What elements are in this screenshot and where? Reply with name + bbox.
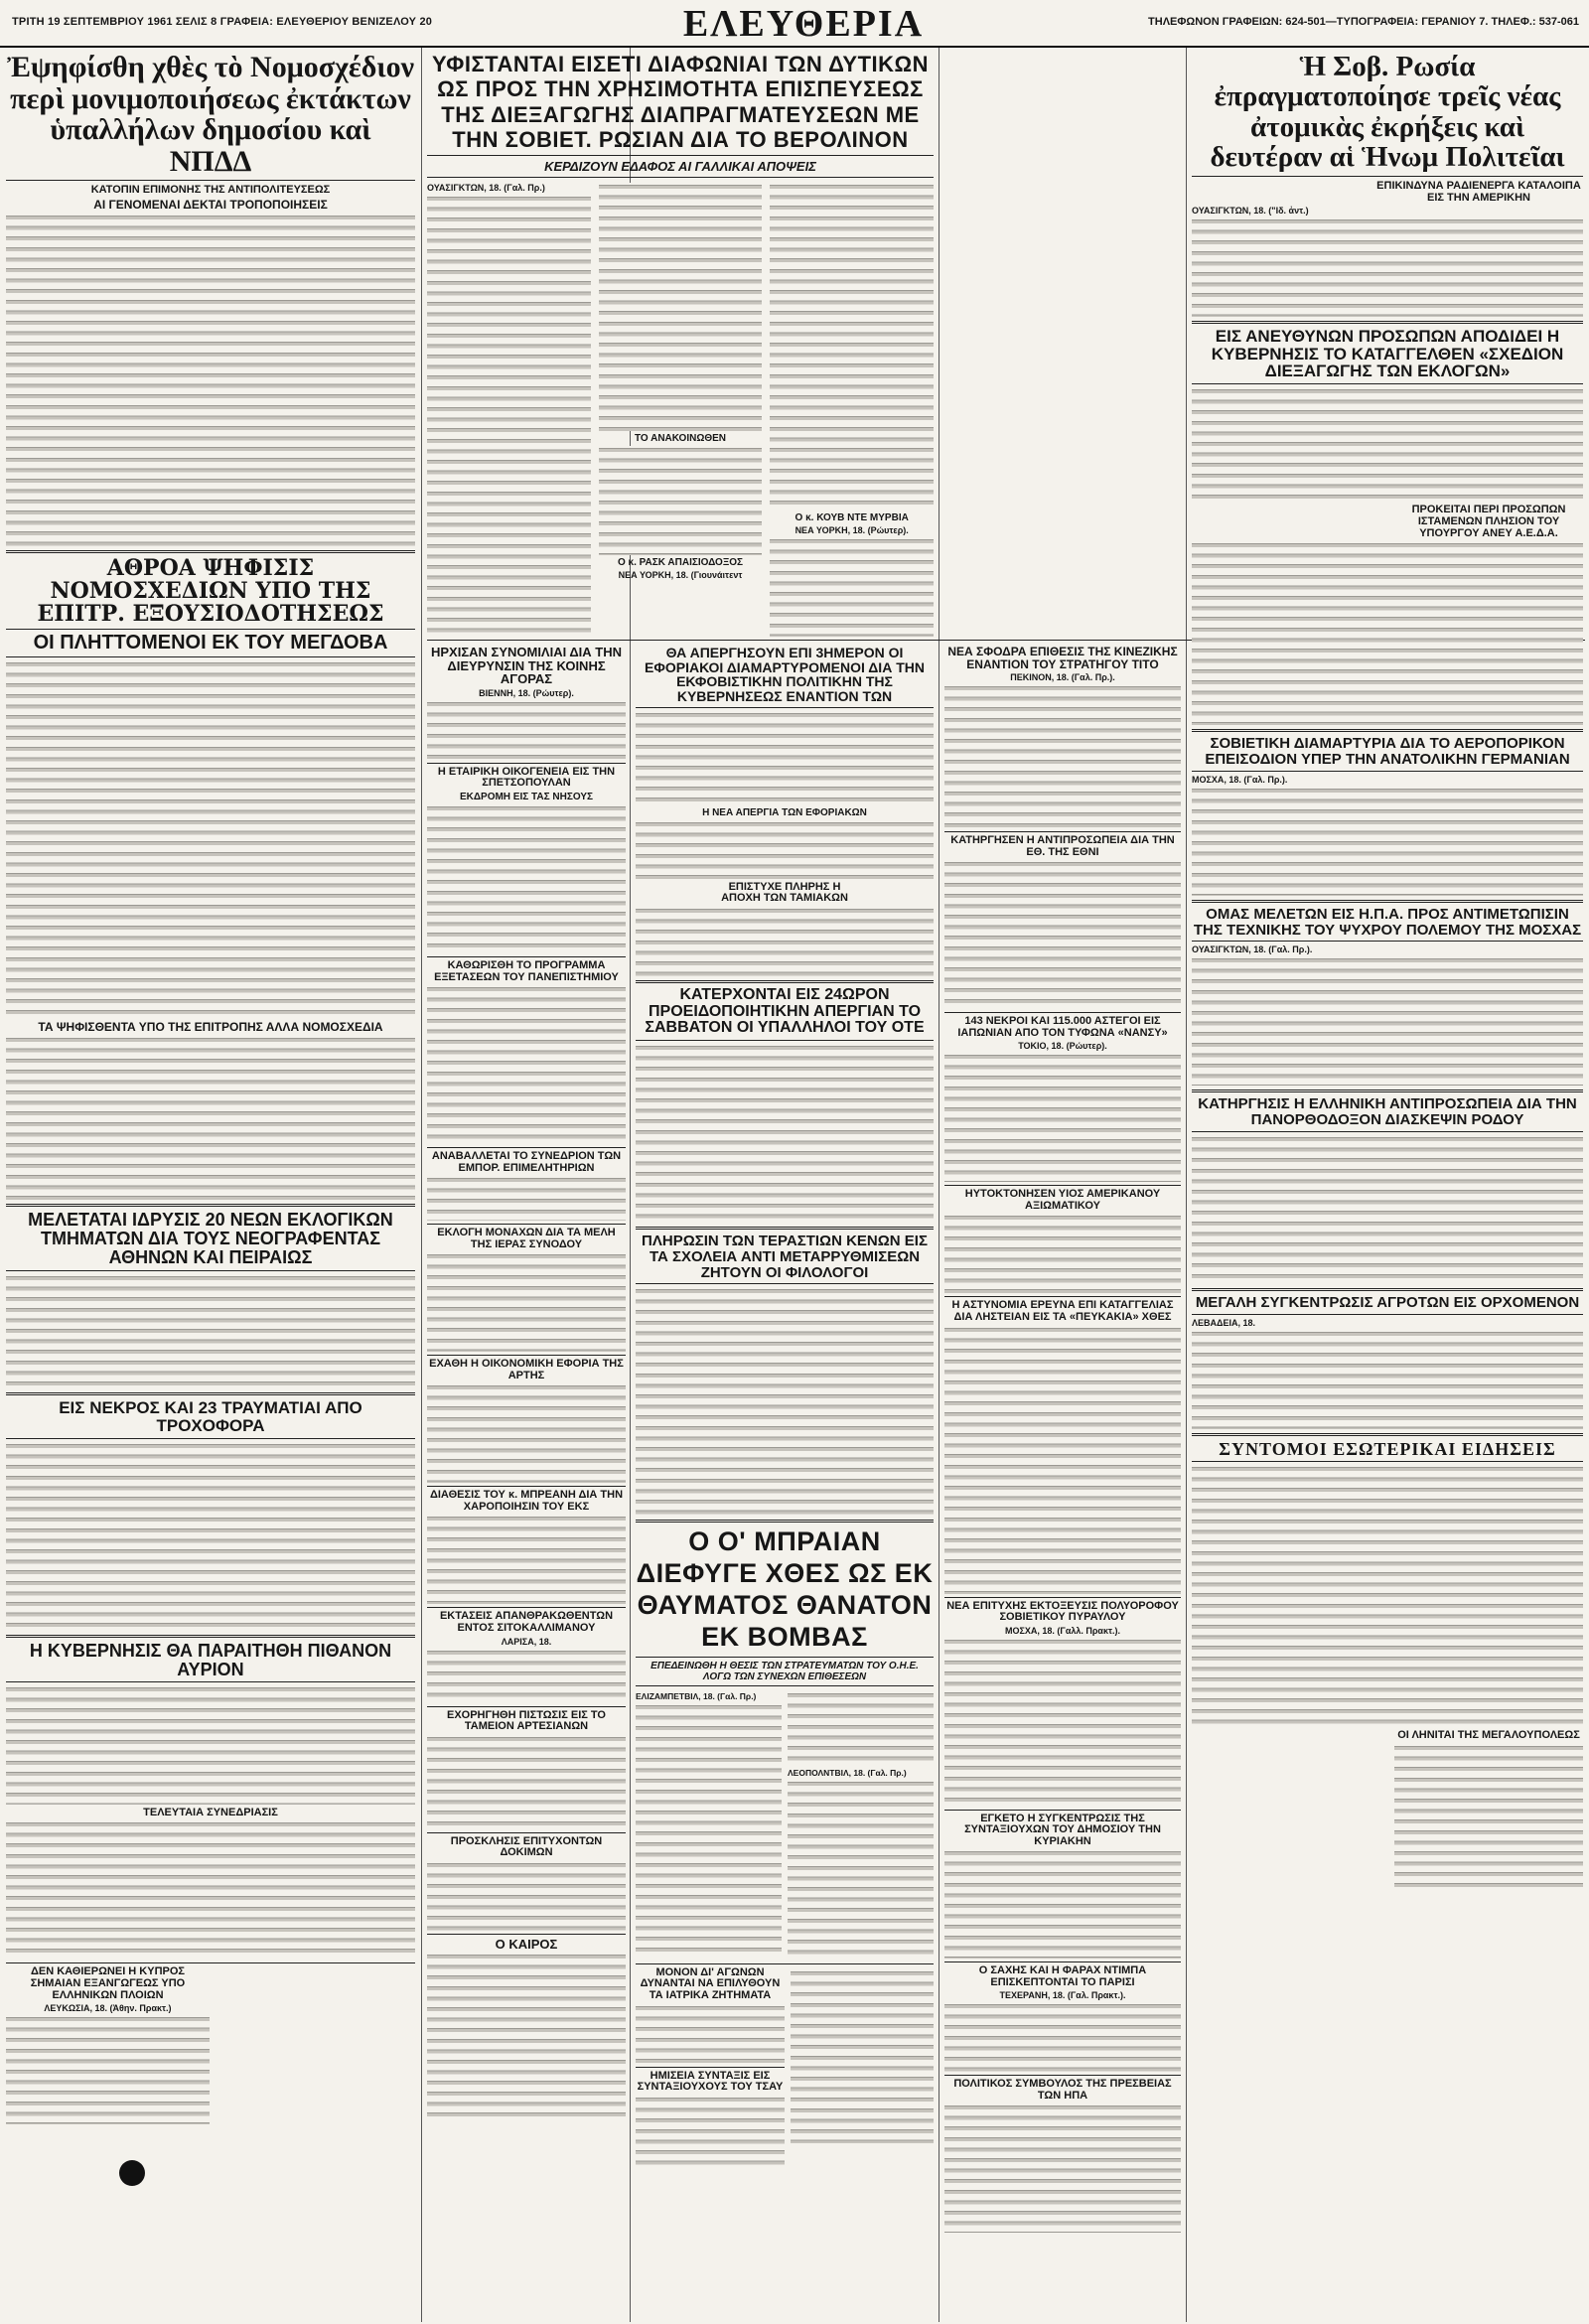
left-column	[6, 52, 415, 2321]
headline-government-resign: Η ΚΥΒΕΡΝΗΣΙΣ ΘΑ ΠΑΡΑΙΤΗΘΗ ΠΙΘΑΝΟΝ ΑΥΡΙΟΝ	[29, 1640, 392, 1679]
article-text	[427, 985, 626, 1144]
column-rule	[1186, 48, 1187, 2322]
dateline-levadeia: ΛΕΒΑΔΕΙΑ, 18.	[1192, 1317, 1255, 1328]
subhead-communique: ΤΟ ΑΝΑΚΟΙΝΩΘΕΝ	[635, 433, 727, 445]
headline-farmers-rally: ΜΕΓΑΛΗ ΣΥΓΚΕΝΤΡΩΣΙΣ ΑΓΡΟΤΩΝ ΕΙΣ ΟΡΧΟΜΕΝΟΝ	[1195, 1293, 1580, 1311]
article-text	[944, 1214, 1181, 1293]
headline-obrien-bomb: Ο Ο' ΜΠΡΑΙΑΝ ΔΙΕΦΥΓΕ ΧΘΕΣ ΩΣ ΕΚ ΘΑΥΜΑΤΟΣ ΘΑΝΑΤΟΝ ΕΚ ΒΟΜΒΑΣ	[636, 1526, 934, 1653]
headline-chambers-congress: ΑΝΑΒΑΛΛΕΤΑΙ ΤΟ ΣΥΝΕΔΡΙΟΝ ΤΩΝ ΕΜΠΟΡ. ΕΠΙΜΕΛΗΤΗΡΙΩΝ	[431, 1150, 622, 1174]
article-text	[427, 1649, 626, 1703]
dateline-new-york-2: ΝΕΑ ΥΟΡΚΗ, 18. (Ρώυτερ).	[794, 525, 909, 536]
headline-delegation: ΚΑΤΗΡΓΗΣΕΝ Η ΑΝΤΙΠΡΟΣΩΠΕΙΑ ΔΙΑ ΤΗΝ ΕΘ. ΤΗΣ ΕΘΝΙ	[950, 834, 1175, 858]
headline-electoral-sections: ΜΕΛΕΤΑΤΑΙ ΙΔΡΥΣΙΣ 20 ΝΕΩΝ ΕΚΛΟΓΙΚΩΝ ΤΜΗΜΑΤΩΝ ΔΙΑ ΤΟΥΣ ΝΕΟΓΡΑΦΕΝΤΑΣ ΑΘΗΝΩΝ ΚΑΙ ΠΕΙΡΑΙΩΣ	[28, 1210, 393, 1268]
article-text	[1192, 956, 1583, 1086]
article-text	[944, 684, 1181, 828]
article-text	[770, 183, 934, 510]
article-text	[636, 907, 934, 976]
kicker-french-views: ΚΕΡΔΙΖΟΥΝ ΕΔΑΦΟΣ ΑΙ ΓΑΛΛΙΚΑΙ ΑΠΟΨΕΙΣ	[544, 159, 816, 175]
kicker-other-bills: ΤΑ ΨΗΦΙΣΘΕΝΤΑ ΥΠΟ ΤΗΣ ΕΠΙΤΡΟΠΗΣ ΑΛΛΑ ΝΟΜΟΣΧΕΔΙΑ	[38, 1020, 383, 1035]
headline-megalopolis-miners: ΟΙ ΛΗΝΙΤΑΙ ΤΗΣ ΜΕΓΑΛΟΥΠΟΛΕΩΣ	[1397, 1729, 1580, 1742]
article-text	[944, 1053, 1181, 1182]
article-text	[6, 2015, 210, 2124]
article-text	[6, 1036, 415, 1200]
headline-soviet-rocket: ΝΕΑ ΕΠΙΤΥΧΗΣ ΕΚΤΟΞΕΥΣΙΣ ΠΟΛΥΟΡΟΦΟΥ ΣΟΒΙΕΤΙΚΟΥ ΠΥΡΑΥΛΟΥ	[946, 1599, 1179, 1624]
article-text	[1192, 1135, 1583, 1284]
headline-election-plan: ΕΙΣ ΑΝΕΥΘΥΝΩΝ ΠΡΟΣΩΠΩΝ ΑΠΟΔΙΔΕΙ Η ΚΥΒΕΡΝΗΣΙΣ ΤΟ ΚΑΤΑΓΓΕΛΘΕΝ «ΣΧΕΔΙΟΝ ΔΙΕΞΑΓΩΓΗΣ ΤΩΝ ΕΚΛΟΓΩΝ»	[1211, 326, 1564, 381]
right-column	[1192, 52, 1583, 2321]
kicker-last-session: ΤΕΛΕΥΤΑΙΑ ΣΥΝΕΔΡΙΑΣΙΣ	[143, 1807, 278, 1819]
subhead-couve-de-murville: Ο κ. ΚΟΥΒ ΝΤΕ ΜΥΡΒΙΑ	[794, 512, 909, 524]
headline-pensioners-rally: ΕΓΚΕΤΟ Η ΣΥΓΚΕΝΤΡΩΣΙΣ ΤΗΣ ΣΥΝΤΑΞΙΟΥΧΩΝ ΤΟΥ ΔΗΜΟΣΙΟΥ ΤΗΝ ΚΥΡΙΑΚΗΝ	[964, 1812, 1161, 1847]
headline-bills-vote: ΑΘΡΟΑ ΨΗΦΙΣΙΣ ΝΟΜΟΣΧΕΔΙΩΝ ΥΠΟ ΤΗΣ ΕΠΙΤΡ. ΕΞΟΥΣΙΟΔΟΤΗΣΕΩΣ	[37, 555, 384, 628]
kicker-radioactive: ΕΠΙΚΙΝΔΥΝΑ ΡΑΔΙΕΝΕΡΓΑ ΚΑΤΑΛΟΙΠΑ ΕΙΣ ΤΗΝ ΑΜΕΡΙΚΗΝ	[1376, 179, 1581, 204]
headline-tax-officers-strike: ΘΑ ΑΠΕΡΓΗΣΟΥΝ ΕΠΙ 3ΗΜΕΡΟΝ ΟΙ ΕΦΟΡΙΑΚΟΙ ΔΙΑΜΑΡΤΥΡΟΜΕΝΟΙ ΔΙΑ ΤΗΝ ΕΚΦΟΒΙΣΤΙΚΗΝ ΠΟΛΙΤΙΚΗΝ ΤΗΣ ΚΥΒΕΡΝΗΣΕΩΣ ΕΝΑΝΤΙΟΝ ΤΩΝ	[645, 646, 925, 705]
article-text	[427, 1861, 626, 1931]
headline-peukakia-robbery: Η ΑΣΤΥΝΟΜΙΑ ΕΡΕΥΝΑ ΕΠΙ ΚΑΤΑΓΓΕΛΙΑΣ ΔΙΑ ΛΗΣΤΕΙΑΝ ΕΙΣ ΤΑ «ΠΕΥΚΑΚΙΑ» ΧΘΕΣ	[951, 1299, 1174, 1324]
article-text	[636, 1287, 934, 1516]
headline-breanis: ΔΙΑΘΕΣΙΣ ΤΟΥ κ. ΜΠΡΕΑΝΗ ΔΙΑ ΤΗΝ ΧΑΡΟΠΟΙΗΣΙΝ ΤΟΥ ΕΚΣ	[429, 1489, 624, 1513]
article-text	[788, 1691, 934, 1766]
kicker-un-forces: ΕΠΕΔΕΙΝΩΘΗ Η ΘΕΣΙΣ ΤΩΝ ΣΤΡΑΤΕΥΜΑΤΩΝ ΤΟΥ Ο.Η.Ε. ΛΟΓΩ ΤΩΝ ΣΥΝΕΧΩΝ ΕΠΙΘΕΣΕΩΝ	[650, 1660, 919, 1682]
subhead-megdova: ΟΙ ΠΛΗΤΤΟΜΕΝΟΙ ΕΚ ΤΟΥ ΜΕΓΔΟΒΑ	[33, 632, 388, 654]
world-news-column	[944, 646, 1181, 2319]
article-text	[1192, 1465, 1583, 1728]
dateline-tehran: ΤΕΧΕΡΑΝΗ, 18. (Γαλ. Πρακτ.).	[999, 1990, 1126, 2001]
kicker-minister-persons: ΠΡΟΚΕΙΤΑΙ ΠΕΡΙ ΠΡΟΣΩΠΩΝ ΙΣΤΑΜΕΝΩΝ ΠΛΗΣΙΟΝ ΤΟΥ ΥΠΟΥΡΓΟΥ ΑΝΕΥ Α.Ε.Δ.Α.	[1411, 504, 1566, 540]
article-text	[427, 1953, 626, 2121]
headline-berlin-negotiations: ΥΦΙΣΤΑΝΤΑΙ ΕΙΣΕΤΙ ΔΙΑΦΩΝΙΑΙ ΤΩΝ ΔΥΤΙΚΩΝ ΩΣ ΠΡΟΣ ΤΗΝ ΧΡΗΣΙΜΟΤΗΤΑ ΕΠΙΣΠΕΥΣΕΩΣ ΤΗΣ ΔΙΕΞΑΓΩΓΗΣ ΔΙΑΠΡΑΓΜΑΤΕΥΣΕΩΝ ΜΕ ΤΗΝ ΣΟΒΙΕΤ. ΡΩΣΙΑΝ ΔΙΑ ΤΟ ΒΕΡΟΛΙΝΟΝ	[431, 52, 930, 152]
article-text	[427, 804, 626, 953]
article-text	[1192, 787, 1583, 896]
article-text	[6, 660, 415, 1018]
article-text	[944, 2002, 1181, 2072]
article-text	[636, 2096, 785, 2165]
article-text	[636, 1703, 782, 1957]
kicker-islands-trip: ΕΚΔΡΟΜΗ ΕΙΣ ΤΑΣ ΝΗΣΟΥΣ	[459, 792, 594, 803]
masthead-phone-line: ΤΗΛΕΦΩΝΟΝ ΓΡΑΦΕΙΩΝ: 624-501—ΤΥΠΟΓΡΑΦΕΙΑ: ΓΕΡΑΝΙΟΥ 7. ΤΗΛΕΦ.: 537-061	[1148, 16, 1579, 28]
newspaper-title: ΕΛΕΥΘΕΡΙΑ	[682, 3, 925, 45]
dateline-moscow-2: ΜΟΣΧΑ, 18. (Γαλ. Πρ.).	[1192, 774, 1288, 785]
headline-shah-paris: Ο ΣΑΧΗΣ ΚΑΙ Η ΦΑΡΑΧ ΝΤΙΜΠΑ ΕΠΙΣΚΕΠΤΟΝΤΑΙ ΤΟ ΠΑΡΙΣΙ	[978, 1964, 1147, 1988]
article-text	[427, 1176, 626, 1221]
dateline-washington-3: ΟΥΑΣΙΓΚΤΩΝ, 18. (Γαλ. Πρ.).	[1192, 944, 1313, 955]
dateline-peking: ΠΕΚΙΝΟΝ, 18. (Γαλ. Πρ.).	[1010, 672, 1115, 683]
kicker-amendments: ΑΙ ΓΕΝΟΜΕΝΑΙ ΔΕΚΤΑΙ ΤΡΟΠΟΠΟΙΗΣΕΙΣ	[93, 198, 328, 212]
article-text	[427, 1735, 626, 1829]
headline-cold-war-study: ΟΜΑΣ ΜΕΛΕΤΩΝ ΕΙΣ Η.Π.Α. ΠΡΟΣ ΑΝΤΙΜΕΤΩΠΙΣΙΝ ΤΗΣ ΤΕΧΝΙΚΗΣ ΤΟΥ ΨΥΧΡΟΥ ΠΟΛΕΜΟΥ ΤΗΣ ΜΟΣΧΑΣ	[1193, 905, 1582, 939]
article-text	[427, 700, 626, 760]
masthead-date-line: ΤΡΙΤΗ 19 ΣΕΠΤΕΜΒΡΙΟΥ 1961 ΣΕΛΙΣ 8 ΓΡΑΦΕΙΑ: ΕΛΕΥΘΕΡΙΟΥ ΒΕΝΙΖΕΛΟΥ 20	[12, 16, 433, 28]
dateline-larisa: ΛΑΡΙΣΑ, 18.	[501, 1636, 552, 1647]
headline-typhoon-nancy: 143 ΝΕΚΡΟΙ ΚΑΙ 115.000 ΑΣΤΕΓΟΙ ΕΙΣ ΙΑΠΩΝΙΑΝ ΑΠΟ ΤΟΝ ΤΥΦΩΝΑ «ΝΑΝΣΥ»	[957, 1015, 1168, 1039]
headline-common-market: ΗΡΧΙΣΑΝ ΣΥΝΟΜΙΛΙΑΙ ΔΙΑ ΤΗΝ ΔΙΕΥΡΥΝΣΙΝ ΤΗΣ ΚΟΙΝΗΣ ΑΓΟΡΑΣ	[430, 646, 623, 687]
kicker-new-strike: Η ΝΕΑ ΑΠΕΡΓΙΑ ΤΩΝ ΕΦΟΡΙΑΚΩΝ	[702, 806, 867, 818]
ink-blot	[119, 2160, 145, 2186]
headline-domestic-briefs: ΣΥΝΤΟΜΟΙ ΕΣΩΤΕΡΙΚΑΙ ΕΙΔΗΣΕΙΣ	[1219, 1438, 1556, 1459]
center-column	[636, 646, 934, 2319]
article-text	[944, 2104, 1181, 2233]
briefs-column	[427, 646, 626, 2319]
article-text	[944, 1849, 1181, 1959]
headline-rhodes-conference: ΚΑΤΗΡΓΗΣΙΣ Η ΕΛΛΗΝΙΚΗ ΑΝΤΙΠΡΟΣΩΠΕΙΑ ΔΙΑ ΤΗΝ ΠΑΝΟΡΘΟΔΟΞΟΝ ΔΙΑΣΚΕΨΙΝ ΡΟΔΟΥ	[1198, 1095, 1577, 1129]
berlin-article	[427, 52, 934, 638]
article-text	[1192, 541, 1583, 725]
article-text	[944, 860, 1181, 1009]
article-text	[788, 1780, 934, 1959]
headline-holy-synod: ΕΚΛΟΓΗ ΜΟΝΑΧΩΝ ΔΙΑ ΤΑ ΜΕΛΗ ΤΗΣ ΙΕΡΑΣ ΣΥΝΟΔΟΥ	[437, 1227, 616, 1250]
article-text	[1192, 218, 1583, 317]
article-text	[636, 1044, 934, 1223]
headline-philologists: ΠΛΗΡΩΣΙΝ ΤΩΝ ΤΕΡΑΣΤΙΩΝ ΚΕΝΩΝ ΕΙΣ ΤΑ ΣΧΟΛΕΙΑ ΑΝΤΙ ΜΕΤΑΡΡΥΘΜΙΣΕΩΝ ΖΗΤΟΥΝ ΟΙ ΦΙΛΟΛΟΓΟΙ	[642, 1233, 928, 1281]
headline-cyprus-flag: ΔΕΝ ΚΑΘΙΕΡΩΝΕΙ Η ΚΥΠΡΟΣ ΣΗΜΑΙΑΝ ΕΞΑΝΓΩΓΕΩΣ ΥΠΟ ΕΛΛΗΝΙΚΩΝ ΠΛΟΙΩΝ	[30, 1965, 186, 2001]
dateline-washington: ΟΥΑΣΙΓΚΤΩΝ, 18. (Γαλ. Πρ.)	[427, 183, 545, 194]
article-text	[1192, 387, 1583, 502]
headline-cadets-invitation: ΠΡΟΣΚΛΗΣΙΣ ΕΠΙΤΥΧΟΝΤΩΝ ΔΟΚΙΜΩΝ	[450, 1834, 603, 1859]
article-text	[599, 183, 763, 431]
dateline-leopoldville: ΛΕΟΠΟΛΝΤΒΙΛ, 18. (Γαλ. Πρ.)	[788, 1767, 907, 1778]
headline-half-pension: ΗΜΙΣΕΙΑ ΣΥΝΤΑΞΙΣ ΕΙΣ ΣΥΝΤΑΞΙΟΥΧΟΥΣ ΤΟΥ ΤΣΑΥ	[637, 2069, 784, 2094]
headline-officer-son: ΗΥΤΟΚΤΟΝΗΣΕΝ ΥΙΟΣ ΑΜΕΡΙΚΑΝΟΥ ΑΞΙΩΜΑΤΙΚΟΥ	[964, 1188, 1161, 1212]
headline-university-exams: ΚΑΘΩΡΙΣΘΗ ΤΟ ΠΡΟΓΡΑΜΜΑ ΕΞΕΤΑΣΕΩΝ ΤΟΥ ΠΑΝΕΠΙΣΤΗΜΙΟΥ	[434, 959, 619, 983]
article-text	[6, 214, 415, 546]
headline-arta-tax-office: ΕΧΑΘΗ Η ΟΙΚΟΝΟΜΙΚΗ ΕΦΟΡΙΑ ΤΗΣ ΑΡΤΗΣ	[429, 1358, 624, 1381]
dateline-new-york: ΝΕΑ ΥΟΡΚΗ, 18. (Γιουνάιτεντ	[618, 570, 743, 581]
article-text	[770, 537, 934, 637]
article-text	[1394, 1744, 1583, 1893]
dateline-nicosia: ΛΕΥΚΩΣΙΑ, 18. (Ἀθην. Πρακτ.)	[44, 2003, 172, 2014]
dateline-moscow: ΜΟΣΧΑ, 18. (Γαλλ. Πρακτ.).	[1005, 1625, 1120, 1636]
article-text	[944, 1326, 1181, 1594]
article-text	[6, 1685, 415, 1805]
headline-spetsopoula: Η ΕΤΑΙΡΙΚΗ ΟΙΚΟΓΕΝΕΙΑ ΕΙΣ ΤΗΝ ΣΠΕΤΣΟΠΟΥΛΑΝ	[437, 765, 616, 790]
headline-artesian-fund: ΕΧΟΡΗΓΗΘΗ ΠΙΣΤΩΣΙΣ ΕΙΣ ΤΟ ΤΑΜΕΙΟΝ ΑΡΤΕΣΙΑΝΩΝ	[446, 1708, 606, 1733]
headline-china-tito: ΝΕΑ ΣΦΟΔΡΑ ΕΠΙΘΕΣΙΣ ΤΗΣ ΚΙΝΕΖΙΚΗΣ ΕΝΑΝΤΙΟΝ ΤΟΥ ΣΤΡΑΤΗΓΟΥ ΤΙΤΟ	[947, 646, 1178, 671]
article-text	[636, 2004, 785, 2064]
article-text	[1192, 1330, 1583, 1429]
headline-medical-issues: ΜΟΝΟΝ ΔΙ' ΑΓΩΝΩΝ ΔΥΝΑΝΤΑΙ ΝΑ ΕΠΙΛΥΘΟΥΝ ΤΑ ΙΑΤΡΙΚΑ ΖΗΤΗΜΑΤΑ	[640, 1965, 781, 2002]
dateline-vienna: ΒΙΕΝΝΗ, 18. (Ρώυτερ).	[479, 687, 574, 698]
headline-air-incident: ΣΟΒΙΕΤΙΚΗ ΔΙΑΜΑΡΤΥΡΙΑ ΔΙΑ ΤΟ ΑΕΡΟΠΟΡΙΚΟΝ ΕΠΕΙΣΟΔΙΟΝ ΥΠΕΡ ΤΗΝ ΑΝΑΤΟΛΙΚΗΝ ΓΕΡΜΑΝΙΑΝ	[1205, 735, 1570, 769]
article-text	[427, 1383, 626, 1483]
headline-us-embassy: ΠΟΛΙΤΙΚΟΣ ΣΥΜΒΟΥΛΟΣ ΤΗΣ ΠΡΕΣΒΕΙΑΣ ΤΩΝ ΗΠΑ	[953, 2078, 1172, 2102]
headline-burned-areas: ΕΚΤΑΣΕΙΣ ΑΠΑΝΘΡΑΚΩΘΕΝΤΩΝ ΕΝΤΟΣ ΣΙΤΟΚΑΛΛΙΜΑΝΟΥ	[439, 1610, 614, 1635]
article-text	[944, 1638, 1181, 1807]
article-text	[427, 1252, 626, 1352]
headline-weather: Ο ΚΑΙΡΟΣ	[495, 1936, 558, 1952]
article-text	[6, 1274, 415, 1388]
dateline-washington-2: ΟΥΑΣΙΓΚΤΩΝ, 18. ("Ιδ. ἀντ.)	[1192, 205, 1309, 216]
headline-tenure-bill: Ἐψηφίσθη χθὲς τὸ Νομοσχέδιον περὶ μονιμοποιήσεως ἐκτάκτων ὑπαλλήλων δημοσίου καὶ ΝΠΔΔ	[6, 52, 414, 178]
dateline-elisabethville: ΕΛΙΖΑΜΠΕΤΒΙΛ, 18. (Γαλ. Πρ.)	[636, 1690, 757, 1701]
article-text	[636, 820, 934, 880]
headline-ote-strike: ΚΑΤΕΡΧΟΝΤΑΙ ΕΙΣ 24ΩΡΟΝ ΠΡΟΕΙΔΟΠΟΙΗΤΙΚΗΝ ΑΠΕΡΓΙΑΝ ΤΟ ΣΑΒΒΑΤΟΝ ΟΙ ΥΠΑΛΛΗΛΟΙ ΤΟΥ ΟΤΕ	[645, 985, 925, 1037]
article-text	[427, 195, 591, 638]
article-text	[6, 1820, 415, 1960]
column-rule	[421, 48, 422, 2322]
headline-traffic-accidents: ΕΙΣ ΝΕΚΡΟΣ ΚΑΙ 23 ΤΡΑΥΜΑΤΙΑΙ ΑΠΟ ΤΡΟΧΟΦΟΡΑ	[59, 1397, 362, 1435]
subhead-rusk: Ο κ. ΡΑΣΚ ΑΠΑΙΣΙΟΔΟΞΟΣ	[617, 557, 744, 569]
article-text	[599, 446, 763, 555]
dateline-tokyo: ΤΟΚΙΟ, 18. (Ρώυτερ).	[1018, 1041, 1107, 1052]
headline-cashiers: ΕΠΙΣΤΥΧΕ ΠΛΗΡΗΣ Η ΑΠΟΧΗ ΤΩΝ ΤΑΜΙΑΚΩΝ	[721, 880, 848, 905]
kicker-opposition: ΚΑΤΟΠΙΝ ΕΠΙΜΟΝΗΣ ΤΗΣ ΑΝΤΙΠΟΛΙΤΕΥΣΕΩΣ	[90, 184, 331, 196]
article-text	[791, 1969, 934, 2143]
headline-soviet-explosions: Ἡ Σοβ. Ρωσία ἐπραγματοποίησε τρεῖς νέας ἀτομικὰς ἐκρήξεις καὶ δευτέραν αἱ Ἡνωμ Πολιτεῖαι	[1210, 52, 1565, 174]
article-text	[6, 1442, 415, 1631]
article-text	[427, 1515, 626, 1604]
article-text	[636, 711, 934, 805]
